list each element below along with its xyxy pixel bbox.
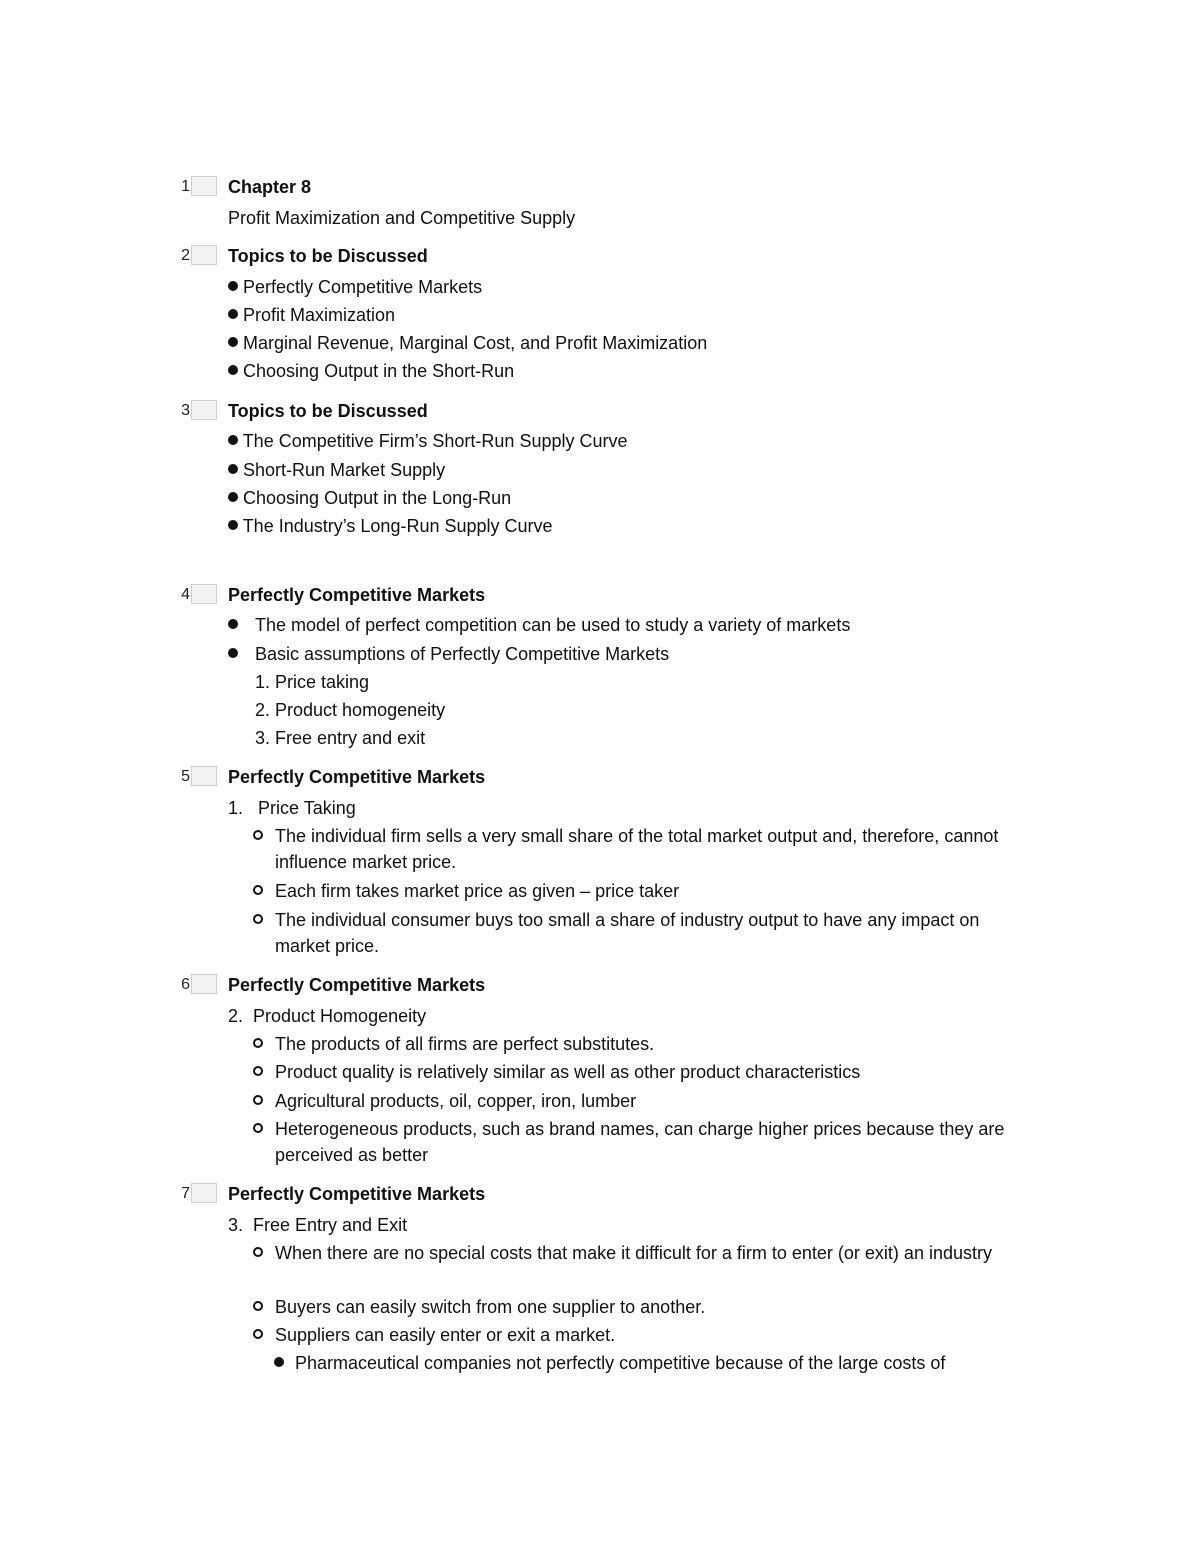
slide-thumbnail[interactable] xyxy=(191,1183,217,1203)
slide-title: Perfectly Competitive Markets xyxy=(228,1184,486,1204)
slide-number: 4 xyxy=(181,586,190,603)
ring-bullet-icon xyxy=(253,914,263,924)
bullet-dot-icon xyxy=(228,309,238,319)
ring-bullet-text: Product quality is relatively similar as well as other product characteristics xyxy=(275,1062,861,1082)
sub-bullet-item xyxy=(274,1352,284,1374)
bullet-dot-icon xyxy=(228,281,238,291)
ring-bullet-item xyxy=(253,1061,263,1083)
ring-bullet-text: Heterogeneous products, such as brand names, can charge higher prices because they are perceived as better xyxy=(275,1119,1005,1165)
bullet-dot-icon xyxy=(228,435,238,445)
slide-thumbnail[interactable] xyxy=(191,974,217,994)
ring-bullet-text: Suppliers can easily enter or exit a market. xyxy=(275,1325,616,1345)
slide-title: Perfectly Competitive Markets xyxy=(228,585,486,605)
bullet-dot-icon xyxy=(228,464,238,474)
slide-title: Topics to be Discussed xyxy=(228,246,428,266)
slide-number: 3 xyxy=(181,402,190,419)
ring-bullet-icon xyxy=(253,1123,263,1133)
bullet-dot-icon xyxy=(228,520,238,530)
ring-bullet-item xyxy=(253,1296,263,1318)
ring-bullet-text: Each firm takes market price as given – price taker xyxy=(275,881,680,901)
slide-number: 2 xyxy=(181,247,190,264)
ring-bullet-item xyxy=(253,1242,263,1264)
slide-number: 1 xyxy=(181,178,190,195)
ring-bullet-icon xyxy=(253,1247,263,1257)
ring-bullet-icon xyxy=(253,1329,263,1339)
sub-bullet-text: Pharmaceutical companies not perfectly competitive because of the large costs of xyxy=(295,1353,946,1373)
ring-bullet-item xyxy=(253,1090,263,1112)
numbered-item: 1. Price taking xyxy=(255,672,370,692)
bullet-dot-icon xyxy=(228,648,238,658)
bullet-item: Basic assumptions of Perfectly Competitive Markets xyxy=(228,643,669,665)
bullet-dot-icon xyxy=(228,492,238,502)
bullet-item: Short-Run Market Supply xyxy=(228,459,445,481)
ring-bullet-item xyxy=(253,1324,263,1346)
ring-bullet-text: The products of all firms are perfect substitutes. xyxy=(275,1034,655,1054)
ring-bullet-text: When there are no special costs that make it difficult for a firm to enter (or exit) an industry xyxy=(275,1243,992,1263)
bullet-item: Choosing Output in the Long-Run xyxy=(228,487,511,509)
ring-bullet-item xyxy=(253,880,263,902)
slide-subtitle: Profit Maximization and Competitive Supply xyxy=(228,208,576,228)
slide-thumbnail[interactable] xyxy=(191,245,217,265)
slide-thumbnail[interactable] xyxy=(191,400,217,420)
bullet-item: The Industry’s Long-Run Supply Curve xyxy=(228,515,553,537)
bullet-dot-icon xyxy=(228,619,238,629)
numbered-item: 2. Product homogeneity xyxy=(255,700,446,720)
ring-bullet-icon xyxy=(253,830,263,840)
bullet-item: Choosing Output in the Short-Run xyxy=(228,360,514,382)
bullet-dot-icon xyxy=(228,365,238,375)
slide-title: Perfectly Competitive Markets xyxy=(228,767,486,787)
slide-thumbnail[interactable] xyxy=(191,176,217,196)
bullet-dot-icon xyxy=(228,337,238,347)
ring-bullet-item xyxy=(253,909,263,931)
slide-title: Topics to be Discussed xyxy=(228,401,428,421)
ring-bullet-item xyxy=(253,1033,263,1055)
ring-bullet-item xyxy=(253,1118,263,1140)
ring-bullet-item xyxy=(253,825,263,847)
ring-bullet-icon xyxy=(253,1038,263,1048)
slide-number: 5 xyxy=(181,768,190,785)
bullet-item: Perfectly Competitive Markets xyxy=(228,276,482,298)
slide-thumbnail[interactable] xyxy=(191,584,217,604)
bullet-dot-icon xyxy=(274,1357,284,1367)
ring-bullet-icon xyxy=(253,885,263,895)
slide-title: Perfectly Competitive Markets xyxy=(228,975,486,995)
ring-bullet-text: The individual firm sells a very small share of the total market output and, therefore, cannot influence market price. xyxy=(275,826,999,872)
numbered-item: 3. Free entry and exit xyxy=(255,728,426,748)
ring-bullet-icon xyxy=(253,1066,263,1076)
section-heading: 1. Price Taking xyxy=(228,798,356,818)
bullet-item: The Competitive Firm’s Short-Run Supply Curve xyxy=(228,430,628,452)
slide-thumbnail[interactable] xyxy=(191,766,217,786)
slide-title: Chapter 8 xyxy=(228,177,312,197)
slide-number: 6 xyxy=(181,976,190,993)
ring-bullet-text: The individual consumer buys too small a share of industry output to have any impact on market price. xyxy=(275,910,980,956)
ring-bullet-icon xyxy=(253,1095,263,1105)
ring-bullet-text: Agricultural products, oil, copper, iron, lumber xyxy=(275,1091,637,1111)
bullet-item: The model of perfect competition can be used to study a variety of markets xyxy=(228,614,850,636)
section-heading: 2. Product Homogeneity xyxy=(228,1006,427,1026)
bullet-item: Marginal Revenue, Marginal Cost, and Profit Maximization xyxy=(228,332,707,354)
section-heading: 3. Free Entry and Exit xyxy=(228,1215,408,1235)
slide-number: 7 xyxy=(181,1185,190,1202)
bullet-item: Profit Maximization xyxy=(228,304,395,326)
ring-bullet-icon xyxy=(253,1301,263,1311)
ring-bullet-text: Buyers can easily switch from one supplier to another. xyxy=(275,1297,706,1317)
